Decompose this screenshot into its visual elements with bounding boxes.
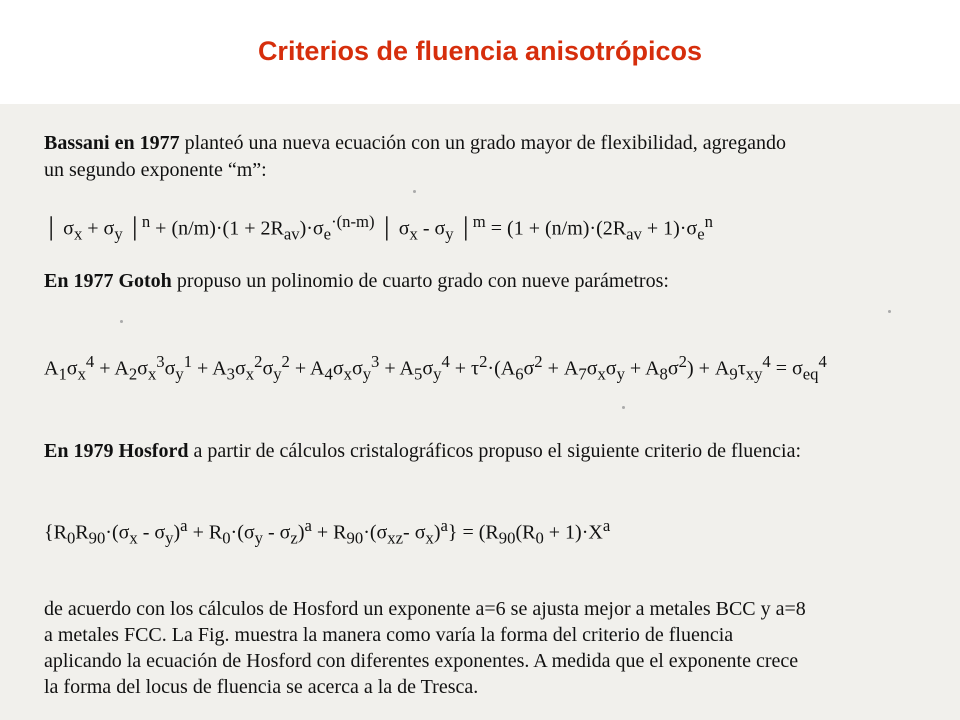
scan-speck <box>413 190 416 193</box>
gotoh-heading: En 1977 Gotoh <box>44 270 172 292</box>
bassani-heading: Bassani en 1977 <box>44 132 180 154</box>
gotoh-text: propuso un polinomio de cuarto grado con nueve parámetros: <box>171 270 669 292</box>
gotoh-equation: $A_1\sigma_x^4 + A_2\sigma_x^3\sigma_y^1 + A_3\sigma_x^2\sigma_y^2 + A_4\sigma_x\sigma_y^3 + A_5\sigma_y^4 + \tau^2\cdot(A_6\sigma^2 + A_7\sigma_x\sigma_y + A_8\sigma^2) + A_9\tau_{xy}^4 = \sigma_{eq}^4$ <box>44 352 827 384</box>
closing-line-4: la forma del locus de fluencia se acerca a la de Tresca. <box>44 676 479 698</box>
closing-line-3: aplicando la ecuación de Hosford con diferentes exponentes. A medida que el exponente crece <box>44 650 799 672</box>
bassani-paragraph-line1 <box>44 130 786 156</box>
bassani-equation: │ $\sigma_x + \sigma_y$ │$^n$ + $(n/m)\cdot(1 + 2R_{av})\cdot\sigma_e^{\cdot(n-m)}$ │ $\sigma_x - \sigma_y$ │$^m$ = ($1 + (n/m)\cdot(2R_{av} + 1)\cdot\sigma_e^n$ <box>44 212 713 244</box>
hosford-equation: {$R_0R_{90}\cdot(\sigma_x - \sigma_y)^a + R_0\cdot(\sigma_y - \sigma_z)^a + R_{90}\cdot(\sigma_{xz}-$ $\sigma_x)^a\} = (R_{90}(R_0 + 1)\cdot X^a$ <box>44 516 611 548</box>
gotoh-paragraph <box>44 268 669 294</box>
hosford-heading: En 1979 Hosford <box>44 440 189 462</box>
page-title: Criterios de fluencia anisotrópicos <box>257 36 703 66</box>
hosford-text: a partir de cálculos cristalográficos propuso el siguiente criterio de fluencia: <box>188 440 802 462</box>
hosford-paragraph <box>44 438 801 464</box>
scan-speck <box>120 320 123 323</box>
closing-line-2: a metales FCC. La Fig. muestra la manera como varía la forma del criterio de fluencia <box>44 624 734 646</box>
bassani-paragraph-line2: un segundo exponente “m”: <box>44 159 267 181</box>
bassani-text: planteó una nueva ecuación con un grado mayor de flexibilidad, agregando <box>179 132 787 154</box>
scan-speck <box>622 406 625 409</box>
closing-line-1: de acuerdo con los cálculos de Hosford un exponente a=6 se ajusta mejor a metales BCC y a=8 <box>44 598 806 620</box>
scan-speck <box>888 310 891 313</box>
